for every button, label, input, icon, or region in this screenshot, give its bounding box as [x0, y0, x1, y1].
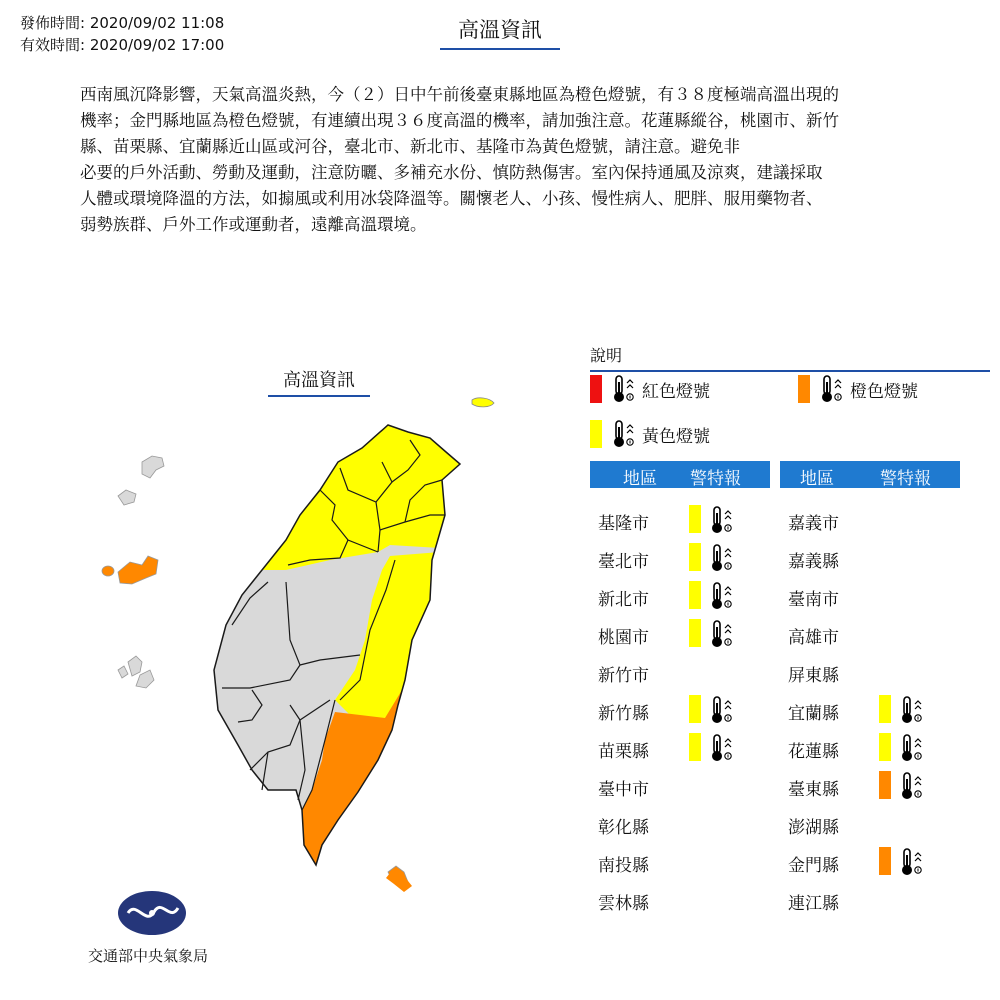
legend-item-yellow: [590, 419, 710, 449]
yellow-warning-flag: [879, 695, 891, 723]
region-name: 高雄市: [788, 628, 839, 648]
orange-warning-flag: [879, 847, 891, 875]
thermometer-icon: [610, 419, 636, 449]
table-row: [780, 885, 960, 915]
table-row: [590, 771, 770, 801]
region-name: 彰化縣: [598, 818, 649, 838]
region-name: 桃園市: [598, 628, 649, 648]
table-row: [590, 505, 770, 535]
legend-label: 紅色燈號: [642, 381, 710, 402]
yellow-swatch: [590, 420, 602, 448]
thermometer-icon: [708, 543, 734, 573]
kinmen-islands: [102, 556, 158, 584]
table-row: [780, 771, 960, 801]
table-row: [780, 695, 960, 725]
region-name: 新竹縣: [598, 704, 649, 724]
description-line: 機率；金門縣地區為橙色燈號，有連續出現３６度高溫的機率，請加強注意。花蓮縣縱谷，桃園市、新竹: [80, 111, 839, 130]
table-header-left: [590, 461, 770, 488]
legend-item-red: [590, 374, 710, 404]
region-name: 新竹市: [598, 666, 649, 686]
thermometer-icon: [898, 695, 924, 725]
issue-time: 發佈時間: 2020/09/02 11:08: [20, 14, 225, 32]
north-yellow-region: [200, 420, 480, 570]
taiwan-island: [200, 420, 480, 880]
region-name: 澎湖縣: [788, 818, 839, 838]
region-name: 雲林縣: [598, 894, 649, 914]
cwb-logo: [118, 891, 186, 935]
table-row: [590, 543, 770, 573]
header-warning: 警特報: [690, 469, 741, 489]
matsu-islands: [118, 456, 164, 505]
description-line: 縣、苗栗縣、宜蘭縣近山區或河谷，臺北市、新北市、基隆市為黃色燈號，請注意。避免非: [80, 137, 740, 156]
description-line: 人體或環境降溫的方法，如搧風或利用冰袋降溫等。關懷老人、小孩、慢性病人、肥胖、服用藥物者、: [80, 189, 823, 208]
yellow-warning-flag: [879, 733, 891, 761]
guishan-island: [472, 398, 494, 407]
thermometer-icon: [708, 581, 734, 611]
table-row: [780, 543, 960, 573]
table-row: [780, 505, 960, 535]
region-name: 基隆市: [598, 514, 649, 534]
thermometer-icon: [818, 374, 844, 404]
thermometer-icon: [898, 847, 924, 877]
table-row: [590, 847, 770, 877]
table-header-right: [780, 461, 960, 488]
table-row: [590, 657, 770, 687]
table-row: [780, 657, 960, 687]
yellow-warning-flag: [689, 543, 701, 571]
region-name: 嘉義縣: [788, 552, 839, 572]
legend-item-orange: [798, 374, 918, 404]
table-row: [780, 619, 960, 649]
thermometer-icon: [898, 771, 924, 801]
table-row: [590, 809, 770, 839]
orange-swatch: [798, 375, 810, 403]
region-name: 臺東縣: [788, 780, 839, 800]
region-name: 嘉義市: [788, 514, 839, 534]
region-name: 新北市: [598, 590, 649, 610]
thermometer-icon: [708, 733, 734, 763]
description-line: 西南風沉降影響，天氣高溫炎熱，今（２）日中午前後臺東縣地區為橙色燈號，有３８度極端高溫出現的: [80, 85, 839, 104]
thermometer-icon: [610, 374, 636, 404]
red-swatch: [590, 375, 602, 403]
yellow-warning-flag: [689, 505, 701, 533]
region-name: 金門縣: [788, 856, 839, 876]
yellow-warning-flag: [689, 695, 701, 723]
header-warning: 警特報: [880, 469, 931, 489]
table-row: [590, 581, 770, 611]
description-line: 弱勢族群、戶外工作或運動者，遠離高溫環境。: [80, 215, 427, 234]
yellow-warning-flag: [689, 619, 701, 647]
region-name: 苗栗縣: [598, 742, 649, 762]
region-name: 屏東縣: [788, 666, 839, 686]
thermometer-icon: [708, 505, 734, 535]
table-row: [590, 695, 770, 725]
region-name: 臺南市: [788, 590, 839, 610]
orange-warning-flag: [879, 771, 891, 799]
table-row: [780, 847, 960, 877]
description-line: 必要的戶外活動、勞動及運動，注意防曬、多補充水份、慎防熱傷害。室內保持通風及涼爽，建議採取: [80, 163, 823, 182]
penghu-islands: [118, 656, 154, 688]
page-title: 高溫資訊: [440, 14, 560, 50]
yellow-warning-flag: [689, 581, 701, 609]
agency-name: 交通部中央氣象局: [88, 947, 209, 965]
legend-label: 橙色燈號: [850, 381, 918, 402]
table-row: [780, 733, 960, 763]
valid-time: 有效時間: 2020/09/02 17:00: [20, 36, 225, 54]
region-name: 臺中市: [598, 780, 649, 800]
table-row: [590, 619, 770, 649]
table-row: [780, 809, 960, 839]
legend-title: 說明: [590, 343, 990, 372]
region-name: 臺北市: [598, 552, 649, 572]
table-row: [590, 885, 770, 915]
yellow-warning-flag: [689, 733, 701, 761]
region-name: 花蓮縣: [788, 742, 839, 762]
thermometer-icon: [708, 619, 734, 649]
table-row: [590, 733, 770, 763]
table-row: [780, 581, 960, 611]
header-region: 地區: [800, 469, 834, 489]
thermometer-icon: [898, 733, 924, 763]
header-region: 地區: [623, 469, 657, 489]
map-title: 高溫資訊: [268, 366, 370, 397]
region-name: 南投縣: [598, 856, 649, 876]
legend-label: 黃色燈號: [642, 426, 710, 447]
region-name: 宜蘭縣: [788, 704, 839, 724]
region-name: 連江縣: [788, 894, 839, 914]
thermometer-icon: [708, 695, 734, 725]
